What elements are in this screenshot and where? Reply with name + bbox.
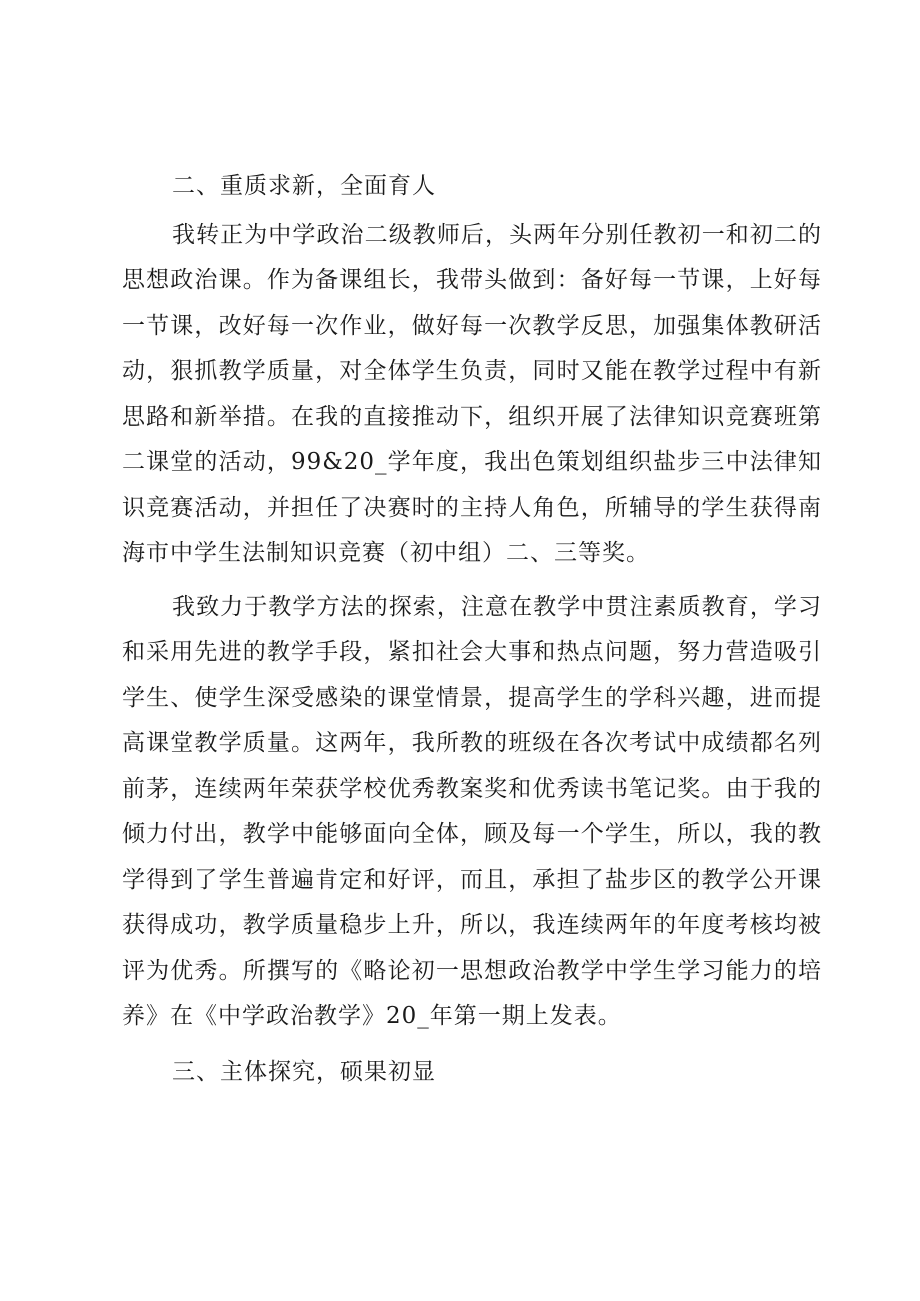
paragraph-teaching-duties: 我转正为中学政治二级教师后，头两年分别任教初一和初二的思想政治课。作为备课组长，我带头做到：备好每一节课，上好每一节课，改好每一次作业，做好每一次教学反思，加强集体教研活动，狠抓教学质量，对全体学生负责，同时又能在教学过程中有新思路和新举措。在我的直接推动下，组织开展了法律知识竞赛班第二课堂的活动，99&20_学年度，我出色策划组织盐步三中法律知识竞赛活动，并担任了决赛时的主持人角色，所辅导的学生获得南海市中学生法制知识竞赛（初中组）二、三等奖。	[122, 221, 822, 566]
paragraph-teaching-methods: 我致力于教学方法的探索，注意在教学中贯注素质教育，学习和采用先进的教学手段，紧扣社会大事和热点问题，努力营造吸引学生、使学生深受感染的课堂情景，提高学生的学科兴趣，进而提高课堂教学质量。这两年，我所教的班级在各次考试中成绩都名列前茅，连续两年荣获学校优秀教案奖和优秀读书笔记奖。由于我的倾力付出，教学中能够面向全体，顾及每一个学生，所以，我的教学得到了学生普遍肯定和好评，而且，承担了盐步区的教学公开课获得成功，教学质量稳步上升，所以，我连续两年的年度考核均被评为优秀。所撰写的《略论初一思想政治教学中学生学习能力的培养》在《中学政治教学》20_年第一期上发表。	[122, 593, 822, 1029]
spacer	[122, 1040, 822, 1050]
section-heading-3: 三、主体探究，硕果初显	[172, 1058, 436, 1085]
document-page	[122, 164, 822, 1095]
section-heading-2: 二、重质求新，全面育人	[172, 173, 436, 199]
spacer	[122, 577, 822, 585]
